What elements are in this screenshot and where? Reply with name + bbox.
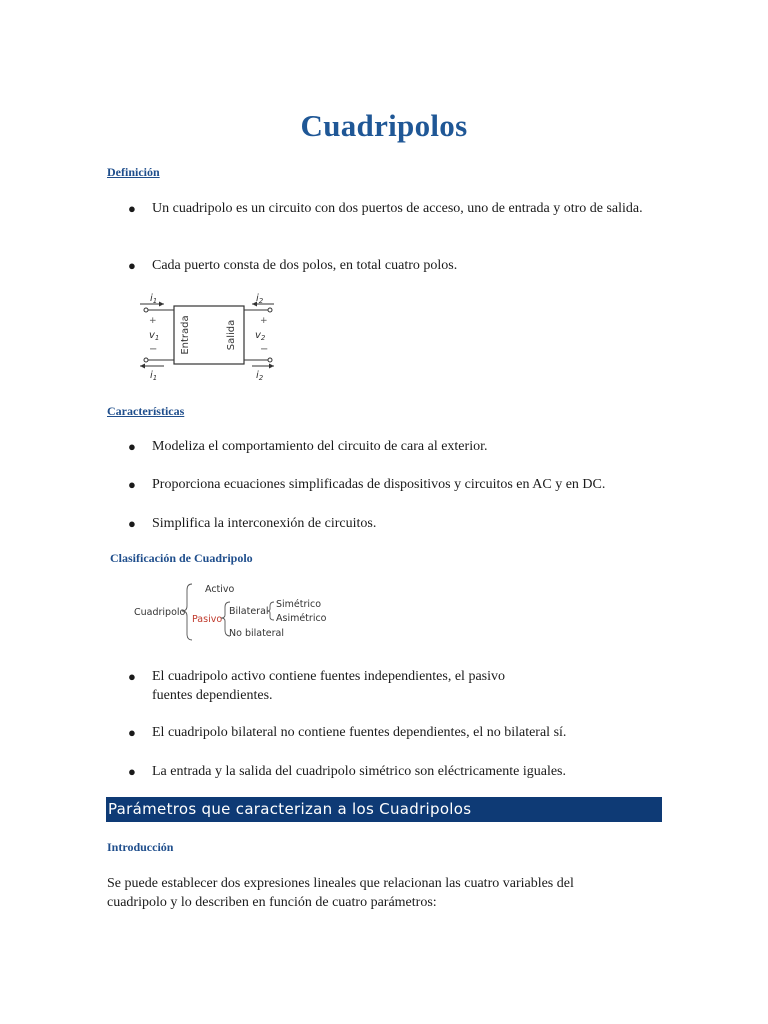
i1-label: i bbox=[150, 293, 153, 304]
svg-text:i2: $i_2$ bbox=[256, 293, 264, 305]
tree-pasivo: Pasivo bbox=[192, 614, 223, 625]
bullet-dot: ● bbox=[128, 258, 136, 273]
two-port-diagram bbox=[138, 288, 276, 382]
bullet-text: Proporciona ecuaciones simplificadas de dispositivos y circuitos en AC y en DC. bbox=[152, 477, 606, 492]
intro-line2: cuadripolo y lo describen en función de cuatro parámetros: bbox=[107, 895, 437, 910]
tree-no-bilateral: No bilateral bbox=[229, 628, 285, 639]
bullet-dot: ● bbox=[128, 516, 136, 531]
plus-left: + bbox=[149, 316, 157, 326]
svg-text:i2: $i_2$ bbox=[256, 370, 264, 382]
tree-bilateral: Bilateral bbox=[229, 606, 269, 617]
intro-paragraph bbox=[107, 874, 647, 912]
minus-right: − bbox=[260, 344, 269, 355]
bullet-text: La entrada y la salida del cuadripolo simétrico son eléctricamente iguales. bbox=[152, 764, 566, 779]
bullet-text: Un cuadripolo es un circuito con dos puertos de acceso, uno de entrada y otro de salida. bbox=[152, 201, 643, 216]
bullet-dot: ● bbox=[128, 725, 136, 740]
tree-root: Cuadripolo bbox=[134, 607, 186, 618]
i2-bottom-label: i bbox=[256, 370, 259, 381]
bullet-text-line1: El cuadripolo activo contiene fuentes independientes, el pasivo bbox=[152, 669, 505, 684]
minus-left: − bbox=[149, 344, 158, 355]
bullet-dot: ● bbox=[128, 201, 136, 216]
v2-label: v bbox=[255, 330, 261, 341]
definicion-heading: Definición bbox=[107, 165, 160, 179]
intro-line1: Se puede establecer dos expresiones lineales que relacionan las cuatro variables del bbox=[107, 876, 574, 891]
classification-tree bbox=[132, 580, 332, 642]
caracteristicas-heading: Características bbox=[107, 404, 185, 418]
tree-simetrico: Simétrico bbox=[276, 599, 322, 610]
introduccion-heading: Introducción bbox=[107, 840, 174, 854]
plus-right: + bbox=[260, 316, 268, 326]
i2-label: i bbox=[256, 293, 259, 304]
svg-text:i1: $i_1$ bbox=[150, 370, 158, 382]
bullet-text: El cuadripolo bilateral no contiene fuentes dependientes, el no bilateral sí. bbox=[152, 725, 567, 740]
bullet-text: Simplifica la interconexión de circuitos. bbox=[152, 516, 377, 531]
svg-text:v2: $v_2$ bbox=[255, 330, 266, 342]
v1-label: v bbox=[149, 330, 155, 341]
salida-label: Salida bbox=[226, 319, 237, 351]
entrada-label: Entrada bbox=[180, 315, 191, 355]
section-banner: Parámetros que caracterizan a los Cuadripolos bbox=[106, 797, 662, 822]
page-title: Cuadripolos bbox=[300, 108, 468, 143]
bullet-dot: ● bbox=[128, 669, 136, 684]
svg-text:i1: $i_1$ bbox=[150, 293, 158, 305]
tree-asimetrico: Asimétrico bbox=[276, 613, 327, 624]
i1-bottom-label: i bbox=[150, 370, 153, 381]
tree-activo: Activo bbox=[205, 584, 235, 595]
bullet-text: Cada puerto consta de dos polos, en total cuatro polos. bbox=[152, 258, 458, 273]
bullet-text: Modeliza el comportamiento del circuito de cara al exterior. bbox=[152, 439, 488, 454]
bullet-dot: ● bbox=[128, 439, 136, 454]
bullet-dot: ● bbox=[128, 477, 136, 492]
bullet-dot: ● bbox=[128, 764, 136, 779]
bullet-text-line2: fuentes dependientes. bbox=[152, 688, 273, 703]
svg-text:v1: $v_1$ bbox=[149, 330, 160, 342]
clasificacion-heading: Clasificación de Cuadripolo bbox=[110, 551, 253, 565]
